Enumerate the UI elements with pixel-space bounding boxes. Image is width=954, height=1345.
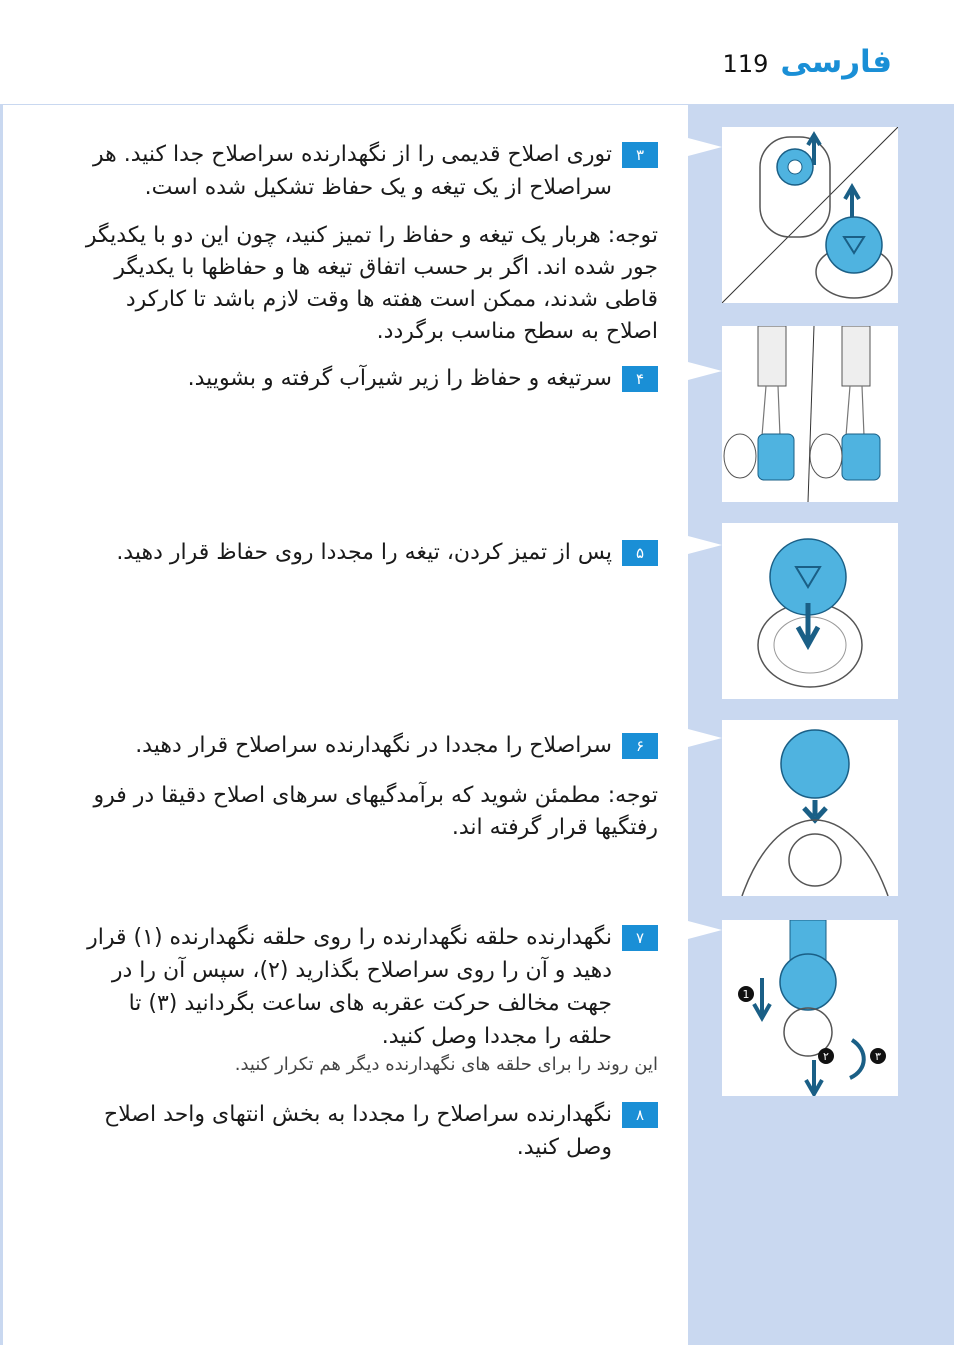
step-7 [78, 921, 658, 1053]
note-step-6: توجه: مطمئن شوید که برآمدگیهای سرهای اصلاح دقیقا در فرو رفتگیها قرار گرفته اند. [93, 783, 658, 840]
step-text: پس از تمیز کردن، تیغه را مجددا روی حفاظ قرار دهید. [116, 540, 612, 565]
figure-place-cutter [722, 523, 898, 699]
step-6 [78, 729, 658, 762]
figure-remove-cutter [722, 127, 898, 303]
step-4 [78, 362, 658, 395]
page-header [723, 44, 892, 80]
step-text: توری اصلاح قدیمی را از نگهدارنده سراصلاح جدا کنید. هر سراصلاح از یک تیغه و یک حفاظ تشکیل شده است. [93, 142, 612, 200]
step-text: نگهدارنده سراصلاح را مجددا به بخش انتهای واحد اصلاح وصل کنید. [104, 1102, 612, 1160]
figure-pointer [688, 921, 722, 939]
note-step-3: توجه: هربار یک تیغه و حفاظ را تمیز کنید، چون این دو با یکدیگر جور شده اند. اگر بر حسب اتفاق تیغه ها و حفاظها با یکدیگر قاطی شدند، ممکن است هفته ها وقت لازم باشد تا کارکرد اصلاح به سطح مناسب برگردد. [85, 223, 658, 344]
figure-pointer [688, 729, 722, 747]
figure-retaining-ring [722, 920, 898, 1096]
callout-3: ۳ [875, 1050, 881, 1063]
figure-pointer [688, 362, 722, 380]
figure-rinse-tap [722, 326, 898, 502]
figure-pointer [688, 536, 722, 554]
repeat-hint: این روند را برای حلقه های نگهدارنده دیگر هم تکرار کنید. [234, 1054, 658, 1075]
step-number-badge: ۴ [622, 366, 658, 392]
figure-pointer [688, 138, 722, 156]
language-title: فارسی [780, 44, 892, 80]
step-3 [78, 138, 658, 204]
callout-1: 1 [742, 988, 750, 1001]
left-margin-rule [0, 104, 3, 1345]
step-5 [78, 536, 658, 569]
callout-2: ۲ [823, 1050, 829, 1063]
step-number-badge: ۸ [622, 1102, 658, 1128]
figure-insert-head [722, 720, 898, 896]
step-number-badge: ۶ [622, 733, 658, 759]
step-number-badge: ۳ [622, 142, 658, 168]
step-text: سرتیغه و حفاظ را زیر شیرآب گرفته و بشویید. [187, 366, 612, 391]
step-number-badge: ۷ [622, 925, 658, 951]
step-text: نگهدارنده حلقه نگهدارنده را روی حلقه نگهدارنده (۱) قرار دهید و آن را روی سراصلاح بگذارید (۲)، سپس آن را در جهت مخالف حرکت عقربه های ساعت بگردانید (۳) تا حلقه را مجددا وصل کنید. [87, 925, 612, 1049]
step-number-badge: ۵ [622, 540, 658, 566]
page-number: 119 [722, 50, 769, 78]
step-text: سراصلاح را مجددا در نگهدارنده سراصلاح قرار دهید. [135, 733, 612, 758]
step-8 [78, 1098, 658, 1164]
